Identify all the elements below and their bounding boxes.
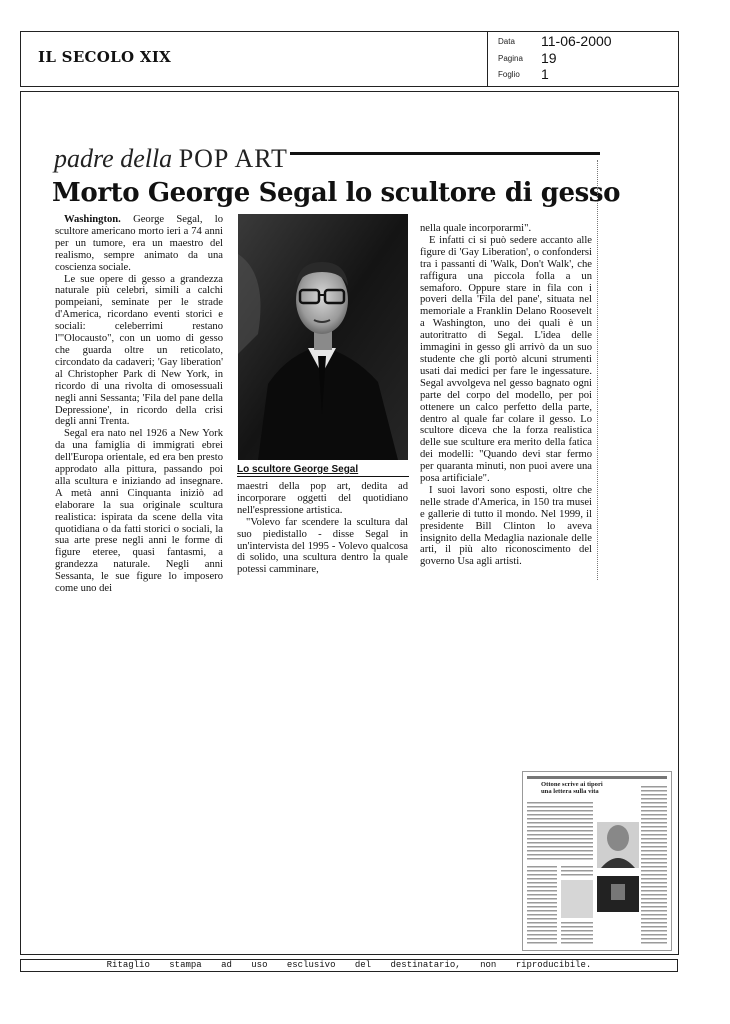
column-1-paragraph: Le sue opere di gesso a grandezza naturale più celebri, simili a calchi pompeiani, seminate per le strade d'America, ricordano eventi storici e sociali: celeberrimi restano l'"Olocausto", con un uomo di gesso che guarda oltre un reticolato, circondato da cadaveri; 'Gay liberation' al Christopher Park di New York, in ricordo di una rivolta di omosessuali negli anni Sessanta; 'Fila del pane della Depressione', in ricordo della crisi degli anni Trenta. [55, 273, 223, 428]
article-column-2 [237, 481, 408, 576]
column-1-paragraph: Segal era nato nel 1926 a New York da una famiglia di immigrati ebrei dell'Europa orientale, ed era ben presto approdato alla pittura, passando poi alla scultura e iniziando ad insegnare. A metà anni Cinquanta iniziò ad elaborare la sua originale scultura realistica: ispirata da scene della vita quotidiana o da fatti storici o sociali, la sua arte prese negli anni le forme di figure eteree, quasi fantasmi, a grandezza naturale. Negli anni Sessanta, le sue figure lo imposero come uno dei [55, 428, 223, 595]
kicker-italic: padre della [54, 144, 173, 173]
article-column-1 [55, 214, 223, 595]
sheet-label: Foglio [498, 70, 520, 79]
sheet-value: 1 [541, 66, 549, 82]
article-column-3 [420, 223, 592, 568]
column-3-paragraph: I suoi lavori sono esposti, oltre che nelle strade d'America, in 150 tra musei e gallerie di tutto il mondo. Nel 1999, il presidente Bill Clinton lo aveva insignito della Medaglia nazionale delle arti, il più alto riconoscimento del governo Usa agli artisti. [420, 484, 592, 568]
page-value: 19 [541, 50, 557, 66]
column-3-paragraph: nella quale incorporarmi". [420, 223, 532, 234]
dateline: Washington. [64, 214, 121, 225]
article-headline: Morto George Segal lo scultore di gesso [52, 178, 621, 208]
photo-caption: Lo scultore George Segal [237, 464, 359, 475]
column-2-paragraph: maestri della pop art, dedita ad incorporare oggetti del quotidiano nell'espressione artistica. [237, 481, 408, 516]
clipping-edge [597, 160, 600, 580]
date-value: 11-06-2000 [541, 33, 612, 49]
article-kicker [54, 144, 288, 174]
thumbnail-headline: Ottone scrive ai tipori una lettera sulla vita [541, 781, 613, 796]
page-label: Pagina [498, 54, 523, 63]
page-thumbnail [522, 771, 672, 951]
kicker-caps: POP ART [178, 144, 288, 173]
page-thumbnail-illustration [523, 772, 671, 950]
column-1-paragraph: Washington. George Segal, lo scultore americano morto ieri a 74 anni per un tumore, era un maestro del realismo, sempre animato da una coscienza sociale. [55, 214, 223, 273]
segal-portrait-photo [238, 214, 408, 460]
date-label: Data [498, 37, 515, 46]
column-2-paragraph: "Volevo far scendere la scultura dal suo piedistallo - disse Segal in un'intervista del 1995 - Volevo qualcosa di solido, una scultura dentro la quale potessi camminare, [237, 516, 408, 576]
clipping-notice: Ritaglio stampa ad uso esclusivo del destinatario, non riproducibile. [20, 959, 678, 972]
portrait-illustration [238, 214, 408, 460]
newspaper-masthead: IL SECOLO XIX [38, 48, 172, 66]
column-3-paragraph: E infatti ci si può sedere accanto alle figure di 'Gay Liberation', o confondersi tra i passanti di 'Walk, Don't Walk', che raffigura una piccola folla a un semaforo. Oppure stare in fila con i poveri della 'Fila del pane', situata nel memoriale a Franklin Delano Roosevelt a Washington, uno dei quali è un autoritratto di Segal. L'idea delle immagini in gesso gli arrivò da un suo studente che gli portò alcuni strumenti usati dai medici per fare le ingessature. Segal avvolgeva nel gesso bagnato ogni parte del corpo del modello, per poi ottenere un calco perfetto della parte, dentro al quale far colare il gesso. Lo scultore diceva che la forza realistica delle sue sculture era merito della fatica dei modelli: "Quando devi star fermo per quaranta minuti, non puoi avere una posa artificiale". [420, 234, 592, 485]
kicker-rule [290, 152, 600, 155]
caption-rule [237, 476, 409, 477]
